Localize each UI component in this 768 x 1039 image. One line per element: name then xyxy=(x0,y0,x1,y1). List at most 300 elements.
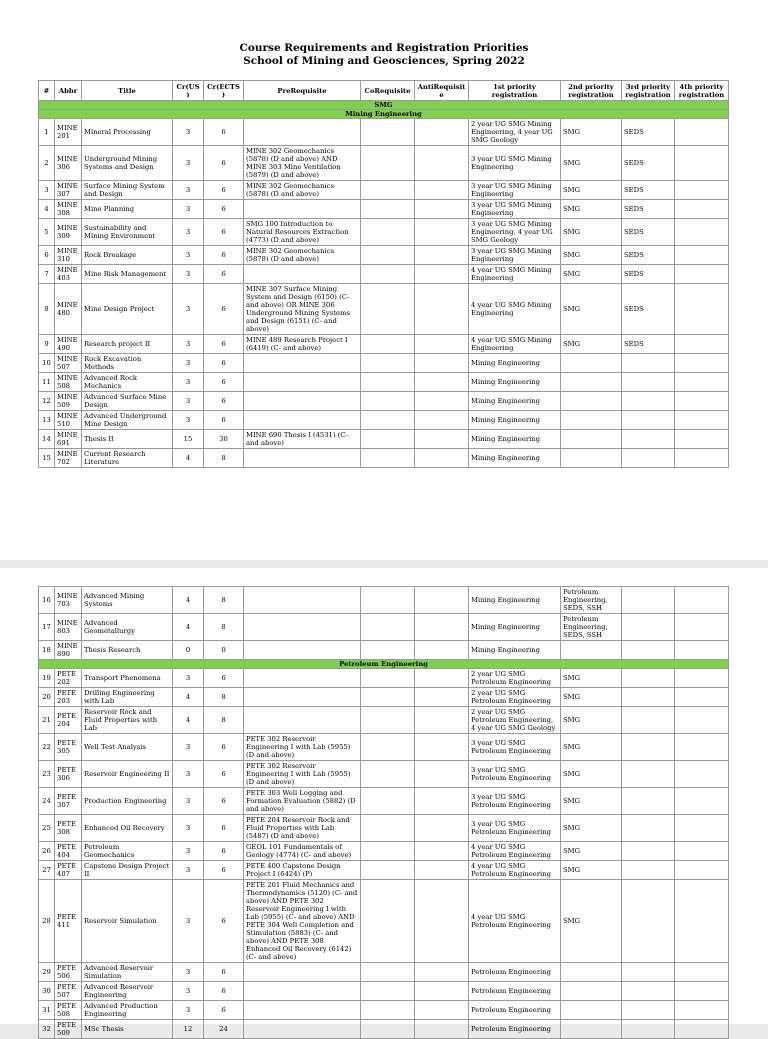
antirequisite xyxy=(415,430,469,449)
prerequisite: PETE 400 Capstone Design Project I (6424) (P) xyxy=(244,861,361,880)
antirequisite xyxy=(415,200,469,219)
credits-ects: 6 xyxy=(204,734,244,761)
corequisite xyxy=(361,788,415,815)
antirequisite xyxy=(415,119,469,146)
priority-2 xyxy=(561,963,622,982)
credits-ects: 8 xyxy=(204,707,244,734)
department-section-row xyxy=(39,660,729,669)
credits-ects: 6 xyxy=(204,119,244,146)
antirequisite xyxy=(415,1020,469,1039)
prerequisite: MINE 307 Surface Mining System and Design (6150) (C- and above) OR MINE 306 Underground Mining Systems and Design (6151) (C- and above) xyxy=(244,284,361,335)
antirequisite xyxy=(415,761,469,788)
priority-1: Petroleum Engineering xyxy=(469,1001,561,1020)
row-number: 26 xyxy=(39,842,55,861)
credits-ects: 0 xyxy=(204,641,244,660)
corequisite xyxy=(361,1020,415,1039)
antirequisite xyxy=(415,707,469,734)
antirequisite xyxy=(415,614,469,641)
course-abbr: PETE 202 xyxy=(55,669,82,688)
priority-2 xyxy=(561,1020,622,1039)
course-abbr: PETE 203 xyxy=(55,688,82,707)
column-header: CoRequisite xyxy=(361,81,415,101)
priority-3 xyxy=(622,1020,675,1039)
credits-us: 0 xyxy=(173,641,204,660)
credits-ects: 6 xyxy=(204,373,244,392)
credits-ects: 6 xyxy=(204,200,244,219)
credits-ects: 8 xyxy=(204,587,244,614)
priority-3 xyxy=(622,354,675,373)
course-title: Advanced Mining Systems xyxy=(82,587,173,614)
antirequisite xyxy=(415,373,469,392)
course-title: Capstone Design Project II xyxy=(82,861,173,880)
priority-2: SMG xyxy=(561,734,622,761)
priority-4 xyxy=(675,982,729,1001)
priority-3 xyxy=(622,982,675,1001)
antirequisite xyxy=(415,861,469,880)
row-number: 24 xyxy=(39,788,55,815)
credits-us: 3 xyxy=(173,119,204,146)
prerequisite xyxy=(244,449,361,468)
credits-ects: 6 xyxy=(204,392,244,411)
course-abbr: PETE 306 xyxy=(55,761,82,788)
credits-us: 3 xyxy=(173,181,204,200)
credits-ects: 6 xyxy=(204,265,244,284)
corequisite xyxy=(361,146,415,181)
priority-2 xyxy=(561,430,622,449)
row-number: 11 xyxy=(39,373,55,392)
credits-ects: 8 xyxy=(204,614,244,641)
credits-us: 3 xyxy=(173,880,204,963)
antirequisite xyxy=(415,788,469,815)
row-number: 17 xyxy=(39,614,55,641)
course-abbr: MINE 480 xyxy=(55,284,82,335)
antirequisite xyxy=(415,246,469,265)
priority-1: 4 year UG SMG Petroleum Engineering xyxy=(469,842,561,861)
priority-3 xyxy=(622,688,675,707)
priority-2: SMG xyxy=(561,265,622,284)
table-row xyxy=(39,265,729,284)
table-row xyxy=(39,963,729,982)
corequisite xyxy=(361,284,415,335)
prerequisite xyxy=(244,688,361,707)
course-title: Enhanced Oil Recovery xyxy=(82,815,173,842)
priority-4 xyxy=(675,200,729,219)
priority-1: 4 year UG SMG Petroleum Engineering xyxy=(469,861,561,880)
priority-1: 4 year UG SMG Mining Engineering xyxy=(469,335,561,354)
prerequisite: GEOL 101 Fundamentals of Geology (4774) (C- and above) xyxy=(244,842,361,861)
priority-1: 4 year UG SMG Petroleum Engineering xyxy=(469,880,561,963)
credits-us: 4 xyxy=(173,449,204,468)
credits-us: 3 xyxy=(173,411,204,430)
credits-ects: 6 xyxy=(204,761,244,788)
row-number: 22 xyxy=(39,734,55,761)
credits-us: 4 xyxy=(173,707,204,734)
credits-ects: 6 xyxy=(204,669,244,688)
course-title: Production Engineering xyxy=(82,788,173,815)
corequisite xyxy=(361,335,415,354)
priority-4 xyxy=(675,1001,729,1020)
priority-4 xyxy=(675,963,729,982)
course-title: Advanced Surface Mine Design xyxy=(82,392,173,411)
priority-1: Mining Engineering xyxy=(469,354,561,373)
row-number: 29 xyxy=(39,963,55,982)
credits-ects: 6 xyxy=(204,181,244,200)
row-number: 20 xyxy=(39,688,55,707)
corequisite xyxy=(361,354,415,373)
column-header: 3rd priority registration xyxy=(622,81,675,101)
credits-us: 3 xyxy=(173,200,204,219)
table-row xyxy=(39,219,729,246)
column-header: 4th priority registration xyxy=(675,81,729,101)
table-row xyxy=(39,146,729,181)
table-row xyxy=(39,246,729,265)
credits-ects: 6 xyxy=(204,246,244,265)
antirequisite xyxy=(415,982,469,1001)
table-row xyxy=(39,861,729,880)
course-abbr: MINE 691 xyxy=(55,430,82,449)
antirequisite xyxy=(415,411,469,430)
corequisite xyxy=(361,373,415,392)
course-abbr: PETE 308 xyxy=(55,815,82,842)
course-abbr: PETE 508 xyxy=(55,1001,82,1020)
priority-2 xyxy=(561,354,622,373)
course-title: Mine Planning xyxy=(82,200,173,219)
table-row xyxy=(39,1020,729,1039)
prerequisite: MINE 690 Thesis I (4531) (C- and above) xyxy=(244,430,361,449)
priority-4 xyxy=(675,146,729,181)
credits-us: 3 xyxy=(173,246,204,265)
course-title: Reservoir Engineering II xyxy=(82,761,173,788)
course-title: Transport Phenomena xyxy=(82,669,173,688)
credits-us: 3 xyxy=(173,265,204,284)
prerequisite: PETE 303 Well Logging and Formation Evaluation (5882) (D and above) xyxy=(244,788,361,815)
table-row xyxy=(39,707,729,734)
priority-4 xyxy=(675,842,729,861)
column-header: Abbr xyxy=(55,81,82,101)
credits-ects: 6 xyxy=(204,788,244,815)
row-number: 14 xyxy=(39,430,55,449)
corequisite xyxy=(361,200,415,219)
priority-3: SEDS xyxy=(622,335,675,354)
priority-4 xyxy=(675,411,729,430)
priority-3 xyxy=(622,411,675,430)
credits-us: 3 xyxy=(173,788,204,815)
row-number: 23 xyxy=(39,761,55,788)
priority-1: 2 year UG SMG Petroleum Engineering xyxy=(469,669,561,688)
course-title: Advanced Production Engineering xyxy=(82,1001,173,1020)
priority-1: 3 year UG SMG Petroleum Engineering xyxy=(469,761,561,788)
prerequisite xyxy=(244,641,361,660)
credits-ects: 6 xyxy=(204,982,244,1001)
corequisite xyxy=(361,246,415,265)
corequisite xyxy=(361,880,415,963)
prerequisite xyxy=(244,587,361,614)
credits-ects: 6 xyxy=(204,354,244,373)
priority-1: Mining Engineering xyxy=(469,641,561,660)
priority-1: 2 year UG SMG Petroleum Engineering xyxy=(469,688,561,707)
table-row xyxy=(39,181,729,200)
prerequisite xyxy=(244,354,361,373)
priority-2: SMG xyxy=(561,842,622,861)
table-row xyxy=(39,815,729,842)
antirequisite xyxy=(415,734,469,761)
table-row xyxy=(39,761,729,788)
prerequisite xyxy=(244,614,361,641)
course-title: Thesis II xyxy=(82,430,173,449)
table-row xyxy=(39,1001,729,1020)
priority-4 xyxy=(675,181,729,200)
credits-us: 3 xyxy=(173,373,204,392)
corequisite xyxy=(361,861,415,880)
corequisite xyxy=(361,669,415,688)
credits-ects: 8 xyxy=(204,449,244,468)
corequisite xyxy=(361,411,415,430)
row-number: 19 xyxy=(39,669,55,688)
row-number: 9 xyxy=(39,335,55,354)
course-abbr: MINE 702 xyxy=(55,449,82,468)
prerequisite: MINE 302 Geomechanics (5878) (D and above) xyxy=(244,246,361,265)
column-header: Title xyxy=(82,81,173,101)
prerequisite: PETE 204 Reservoir Rock and Fluid Properties with Lab (5487) (D and above) xyxy=(244,815,361,842)
department-section-row-label: Petroleum Engineering xyxy=(39,660,729,669)
priority-1: Petroleum Engineering xyxy=(469,982,561,1001)
priority-4 xyxy=(675,265,729,284)
table-row xyxy=(39,688,729,707)
credits-us: 3 xyxy=(173,219,204,246)
course-title: Rock Excavation Methods xyxy=(82,354,173,373)
credits-us: 3 xyxy=(173,963,204,982)
antirequisite xyxy=(415,842,469,861)
priority-3 xyxy=(622,963,675,982)
priority-2: SMG xyxy=(561,181,622,200)
table-row xyxy=(39,880,729,963)
column-header: Cr(US) xyxy=(173,81,204,101)
row-number: 25 xyxy=(39,815,55,842)
priority-3: SEDS xyxy=(622,284,675,335)
priority-3: SEDS xyxy=(622,146,675,181)
table-row xyxy=(39,392,729,411)
course-title: Petroleum Geomechanics xyxy=(82,842,173,861)
course-title: Surface Mining System and Design xyxy=(82,181,173,200)
priority-4 xyxy=(675,335,729,354)
priority-2: SMG xyxy=(561,707,622,734)
priority-2 xyxy=(561,641,622,660)
course-abbr: MINE 201 xyxy=(55,119,82,146)
credits-us: 4 xyxy=(173,688,204,707)
credits-ects: 6 xyxy=(204,963,244,982)
prerequisite: PETE 201 Fluid Mechanics and Thermodynamics (5120) (C- and above) AND PETE 302 Reservoir Engineering I with Lab (5955) (C- and above) AND PETE 304 Well Completion and Stimulation (5883) (C- and above) AND PETE 308 Enhanced Oil Recovery (6142) (C- and above) xyxy=(244,880,361,963)
priority-1: 3 year UG SMG Mining Engineering xyxy=(469,181,561,200)
prerequisite: SMG 100 Introduction to Natural Resources Extraction (4773) (D and above) xyxy=(244,219,361,246)
priority-2: SMG xyxy=(561,788,622,815)
priority-2: SMG xyxy=(561,335,622,354)
course-title: Advanced Geometallurgy xyxy=(82,614,173,641)
corequisite xyxy=(361,1001,415,1020)
prerequisite xyxy=(244,982,361,1001)
prerequisite: PETE 302 Reservoir Engineering I with Lab (5955) (D and above) xyxy=(244,734,361,761)
corequisite xyxy=(361,119,415,146)
corequisite xyxy=(361,761,415,788)
course-abbr: MINE 703 xyxy=(55,587,82,614)
priority-4 xyxy=(675,614,729,641)
priority-1: Petroleum Engineering xyxy=(469,963,561,982)
priority-1: Mining Engineering xyxy=(469,587,561,614)
table-row xyxy=(39,284,729,335)
course-abbr: PETE 411 xyxy=(55,880,82,963)
table-row xyxy=(39,587,729,614)
credits-us: 3 xyxy=(173,284,204,335)
credits-us: 4 xyxy=(173,587,204,614)
priority-3 xyxy=(622,373,675,392)
priority-1: 3 year UG SMG Petroleum Engineering xyxy=(469,734,561,761)
credits-us: 4 xyxy=(173,614,204,641)
corequisite xyxy=(361,734,415,761)
credits-us: 3 xyxy=(173,392,204,411)
row-number: 18 xyxy=(39,641,55,660)
antirequisite xyxy=(415,669,469,688)
antirequisite xyxy=(415,880,469,963)
priority-3 xyxy=(622,430,675,449)
credits-ects: 6 xyxy=(204,284,244,335)
credits-ects: 30 xyxy=(204,430,244,449)
antirequisite xyxy=(415,1001,469,1020)
priority-2: SMG xyxy=(561,219,622,246)
priority-2: SMG xyxy=(561,669,622,688)
credits-ects: 6 xyxy=(204,861,244,880)
row-number: 10 xyxy=(39,354,55,373)
prerequisite xyxy=(244,669,361,688)
column-header: # xyxy=(39,81,55,101)
department-section-row xyxy=(39,110,729,119)
course-title: Research project II xyxy=(82,335,173,354)
priority-4 xyxy=(675,688,729,707)
priority-3 xyxy=(622,392,675,411)
row-number: 3 xyxy=(39,181,55,200)
course-title: Advanced Reservoir Engineering xyxy=(82,982,173,1001)
antirequisite xyxy=(415,181,469,200)
corequisite xyxy=(361,265,415,284)
course-abbr: MINE 508 xyxy=(55,373,82,392)
priority-2 xyxy=(561,982,622,1001)
course-abbr: PETE 305 xyxy=(55,734,82,761)
course-title: Thesis Research xyxy=(82,641,173,660)
course-title: Drilling Engineering with Lab xyxy=(82,688,173,707)
priority-3 xyxy=(622,587,675,614)
priority-3 xyxy=(622,788,675,815)
course-title: Reservoir Simulation xyxy=(82,880,173,963)
column-header: 2nd priority registration xyxy=(561,81,622,101)
credits-us: 3 xyxy=(173,982,204,1001)
priority-1: 3 year UG SMG Mining Engineering xyxy=(469,246,561,265)
priority-4 xyxy=(675,734,729,761)
course-title: Reservoir Rock and Fluid Properties with Lab xyxy=(82,707,173,734)
priority-4 xyxy=(675,219,729,246)
priority-4 xyxy=(675,284,729,335)
antirequisite xyxy=(415,335,469,354)
priority-4 xyxy=(675,354,729,373)
priority-3: SEDS xyxy=(622,219,675,246)
table-row xyxy=(39,411,729,430)
corequisite xyxy=(361,449,415,468)
table-row xyxy=(39,641,729,660)
row-number: 7 xyxy=(39,265,55,284)
priority-1: Petroleum Engineering xyxy=(469,1020,561,1039)
antirequisite xyxy=(415,963,469,982)
priority-2: SMG xyxy=(561,688,622,707)
priority-2: SMG xyxy=(561,284,622,335)
priority-3 xyxy=(622,614,675,641)
priority-3 xyxy=(622,641,675,660)
priority-3: SEDS xyxy=(622,119,675,146)
antirequisite xyxy=(415,354,469,373)
priority-3: SEDS xyxy=(622,200,675,219)
priority-3: SEDS xyxy=(622,265,675,284)
priority-4 xyxy=(675,788,729,815)
course-abbr: PETE 507 xyxy=(55,982,82,1001)
prerequisite xyxy=(244,265,361,284)
prerequisite xyxy=(244,963,361,982)
priority-3 xyxy=(622,669,675,688)
credits-us: 3 xyxy=(173,335,204,354)
column-header: PreRequisite xyxy=(244,81,361,101)
priority-1: Mining Engineering xyxy=(469,430,561,449)
corequisite xyxy=(361,641,415,660)
table-row xyxy=(39,614,729,641)
prerequisite: MINE 302 Geomechanics (5878) (D and above) AND MINE 303 Mine Ventilation (5879) (D and above) xyxy=(244,146,361,181)
antirequisite xyxy=(415,265,469,284)
priority-2 xyxy=(561,373,622,392)
priority-3: SEDS xyxy=(622,181,675,200)
priority-4 xyxy=(675,119,729,146)
course-abbr: PETE 307 xyxy=(55,788,82,815)
prerequisite: MINE 489 Research Project I (6419) (C- and above) xyxy=(244,335,361,354)
course-title: MSc Thesis xyxy=(82,1020,173,1039)
corequisite xyxy=(361,815,415,842)
antirequisite xyxy=(415,146,469,181)
table-row xyxy=(39,449,729,468)
corequisite xyxy=(361,392,415,411)
row-number: 30 xyxy=(39,982,55,1001)
priority-1: Mining Engineering xyxy=(469,411,561,430)
course-abbr: PETE 407 xyxy=(55,861,82,880)
row-number: 16 xyxy=(39,587,55,614)
course-abbr: MINE 510 xyxy=(55,411,82,430)
column-header: Cr(ECTS) xyxy=(204,81,244,101)
credits-us: 3 xyxy=(173,669,204,688)
row-number: 28 xyxy=(39,880,55,963)
credits-us: 3 xyxy=(173,354,204,373)
table-row xyxy=(39,354,729,373)
row-number: 4 xyxy=(39,200,55,219)
prerequisite xyxy=(244,1020,361,1039)
credits-us: 3 xyxy=(173,842,204,861)
priority-1: 2 year UG SMG Mining Engineering, 4 year UG SMG Geology xyxy=(469,119,561,146)
table-row xyxy=(39,982,729,1001)
priority-2 xyxy=(561,449,622,468)
corequisite xyxy=(361,181,415,200)
credits-us: 3 xyxy=(173,761,204,788)
row-number: 15 xyxy=(39,449,55,468)
department-section-row-label: Mining Engineering xyxy=(39,110,729,119)
course-table-page-1 xyxy=(38,80,729,468)
course-abbr: MINE 309 xyxy=(55,219,82,246)
priority-2: SMG xyxy=(561,146,622,181)
priority-3 xyxy=(622,1001,675,1020)
priority-4 xyxy=(675,373,729,392)
course-abbr: MINE 509 xyxy=(55,392,82,411)
column-header: AntiRequisite xyxy=(415,81,469,101)
antirequisite xyxy=(415,392,469,411)
